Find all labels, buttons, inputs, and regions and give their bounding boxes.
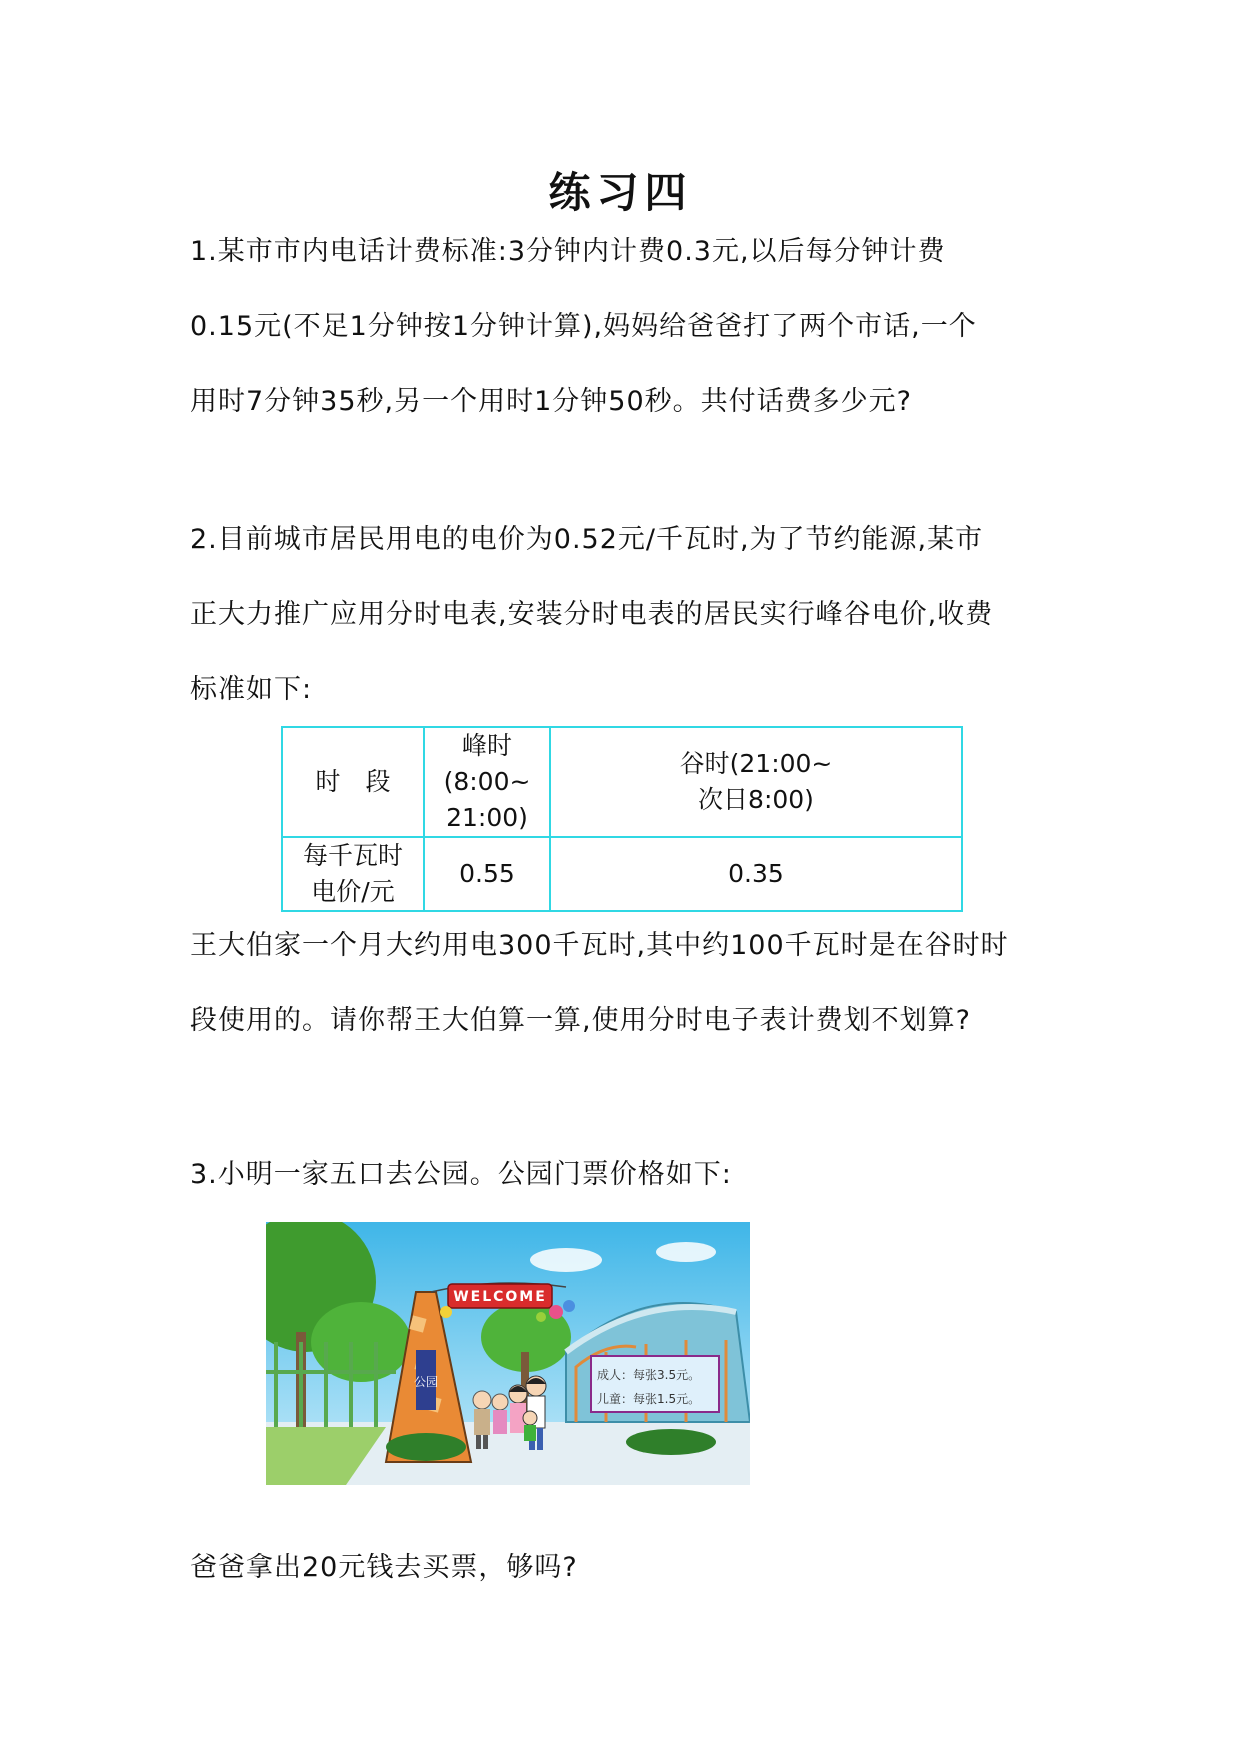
question-3-ask (190, 1530, 1070, 1605)
table-label-price-line-1: 每千瓦时 (302, 841, 403, 870)
question-1-line-1: 1.某市市内电话计费标准:3分钟内计费0.3元,以后每分钟计费 (190, 236, 946, 267)
question-2-after-line-2: 段使用的。请你帮王大伯算一算,使用分时电子表计费划不划算? (190, 1005, 971, 1036)
table-header-valley-line-2: 次日8:00) (698, 785, 814, 814)
question-2-after-line-1: 王大伯家一个月大约用电300千瓦时,其中约100千瓦时是在谷时时 (190, 930, 1009, 961)
welcome-banner-text: WELCOME (453, 1289, 547, 1305)
table-header-peak-line-3: 21:00) (446, 803, 528, 832)
question-2-line-1: 2.目前城市居民用电的电价为0.52元/千瓦时,为了节约能源,某市 (190, 524, 984, 555)
page-title: 练习四 (548, 168, 693, 217)
question-2 (190, 502, 1070, 727)
table-header-peak-line-1: 峰时 (461, 731, 512, 760)
table-label-price-line-2: 电价/元 (311, 877, 395, 906)
question-2-line-2: 正大力推广应用分时电表,安装分时电表的居民实行峰谷电价,收费 (190, 599, 994, 630)
cloud (530, 1248, 602, 1272)
table-header-valley (550, 727, 962, 837)
table-label-price (282, 837, 424, 911)
question-3 (190, 1137, 1070, 1212)
question-3-line: 3.小明一家五口去公园。公园门票价格如下: (190, 1159, 732, 1190)
table-cell-peak-price: 0.55 (424, 837, 550, 911)
table-header-peak-line-2: (8:00~ (443, 767, 531, 796)
question-1-line-2: 0.15元(不足1分钟按1分钟计算),妈妈给爸爸打了两个市话,一个 (190, 311, 977, 342)
question-1 (190, 214, 1070, 439)
table-header-valley-line-1: 谷时(21:00~ (679, 749, 833, 778)
question-1-line-3: 用时7分钟35秒,另一个用时1分钟50秒。共付话费多少元? (190, 386, 912, 417)
table-cell-valley-price: 0.35 (550, 837, 962, 911)
table-header-peak (424, 727, 550, 837)
bush (626, 1429, 716, 1455)
electricity-rate-table (281, 726, 963, 912)
gate-sign-text: 公园 (413, 1375, 439, 1389)
table-label-time-period: 时 段 (282, 727, 424, 837)
question-2-continued (190, 908, 1070, 1058)
park-gate-illustration (266, 1222, 750, 1485)
question-2-line-3: 标准如下: (190, 674, 313, 705)
cloud (656, 1242, 716, 1262)
question-3-question: 爸爸拿出20元钱去买票，够吗? (190, 1552, 578, 1583)
child-price-text: 儿童：每张1.5元。 (597, 1392, 701, 1406)
adult-price-text: 成人：每张3.5元。 (597, 1368, 701, 1382)
bush (386, 1433, 466, 1461)
